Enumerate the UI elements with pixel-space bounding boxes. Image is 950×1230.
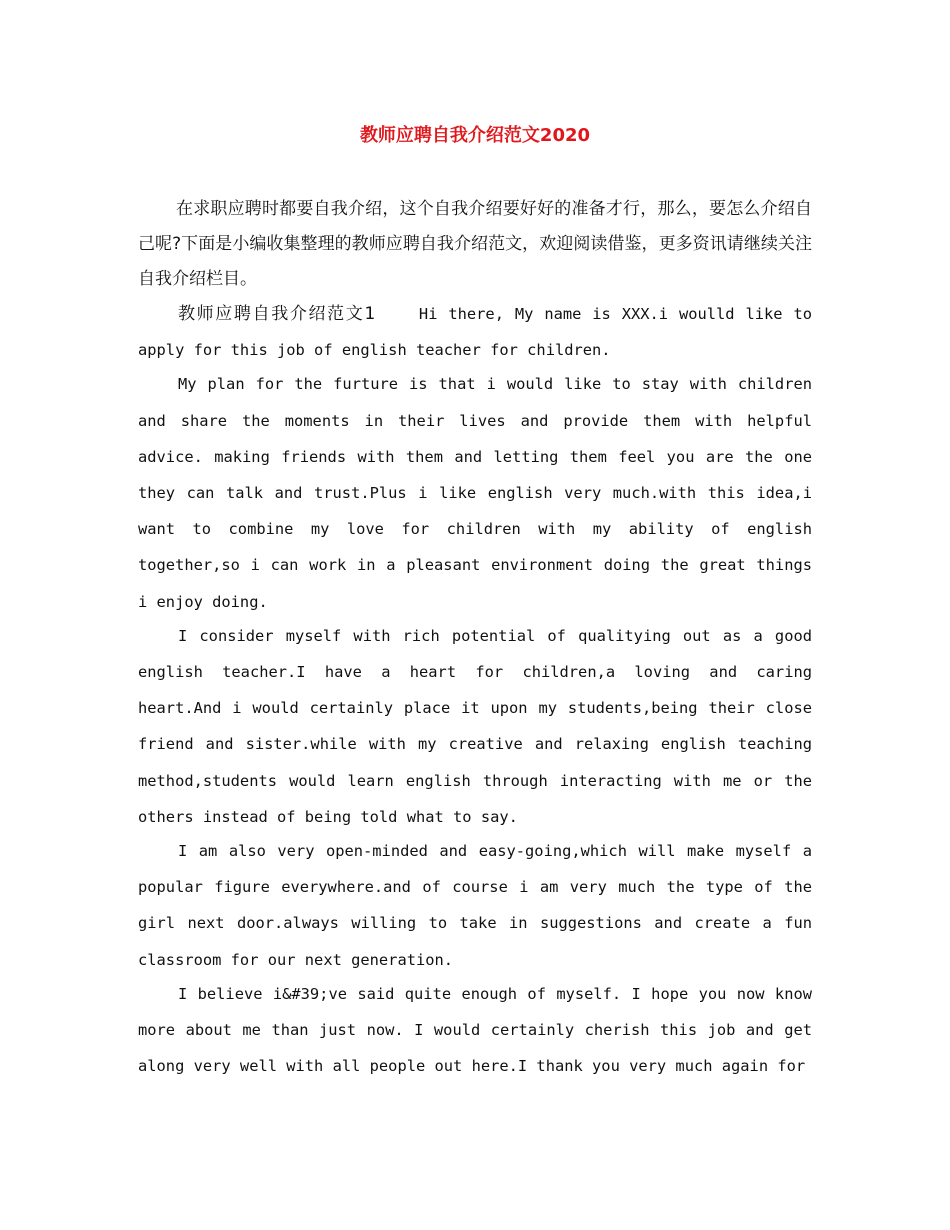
paragraph-2: My plan for the furture is that i would like to stay with children and share the moments in their lives and provide them with helpful advice. making friends with them and letting them feel you are the one they can talk and trust.Plus i like english very much.with this idea,i want to combine my love for children with my ability of english together,so i can work in a pleasant environment doing the great things i enjoy doing. <box>138 375 812 611</box>
paragraph-3: I consider myself with rich potential of qualitying out as a good english teacher.I have a heart for children,a loving and caring heart.And i would certainly place it upon my students,being their close friend and sister.while with my creative and relaxing english teaching method,students would learn english through interacting with me or the others instead of being told what to say. <box>138 626 812 826</box>
paragraph-4: I am also very open-minded and easy-going,which will make myself a popular figure everywhere.and of course i am very much the type of the girl next door.always willing to take in suggestions and create a fun classroom for our next generation. <box>138 842 812 969</box>
section-heading: 教师应聘自我介绍范文1 <box>178 304 376 324</box>
document-body <box>138 296 812 1082</box>
intro-paragraph: 在求职应聘时都要自我介绍，这个自我介绍要好好的准备才行，那么，要怎么介绍自己呢?下面是小编收集整理的教师应聘自我介绍范文，欢迎阅读借鉴，更多资讯请继续关注自我介绍栏目。 <box>138 199 812 289</box>
paragraph-5: I believe i&#39;ve said quite enough of myself. I hope you now know more about me than just now. I would certainly cherish this job and get along very well with all people out here.I thank you very much again for <box>138 984 812 1076</box>
paragraph-1 <box>138 296 812 368</box>
document-title: 教师应聘自我介绍范文2020 <box>359 125 591 146</box>
paragraph-1-text: Hi there, My name is XXX.i woulld like to apply for this job of english teacher for children. <box>138 305 812 360</box>
